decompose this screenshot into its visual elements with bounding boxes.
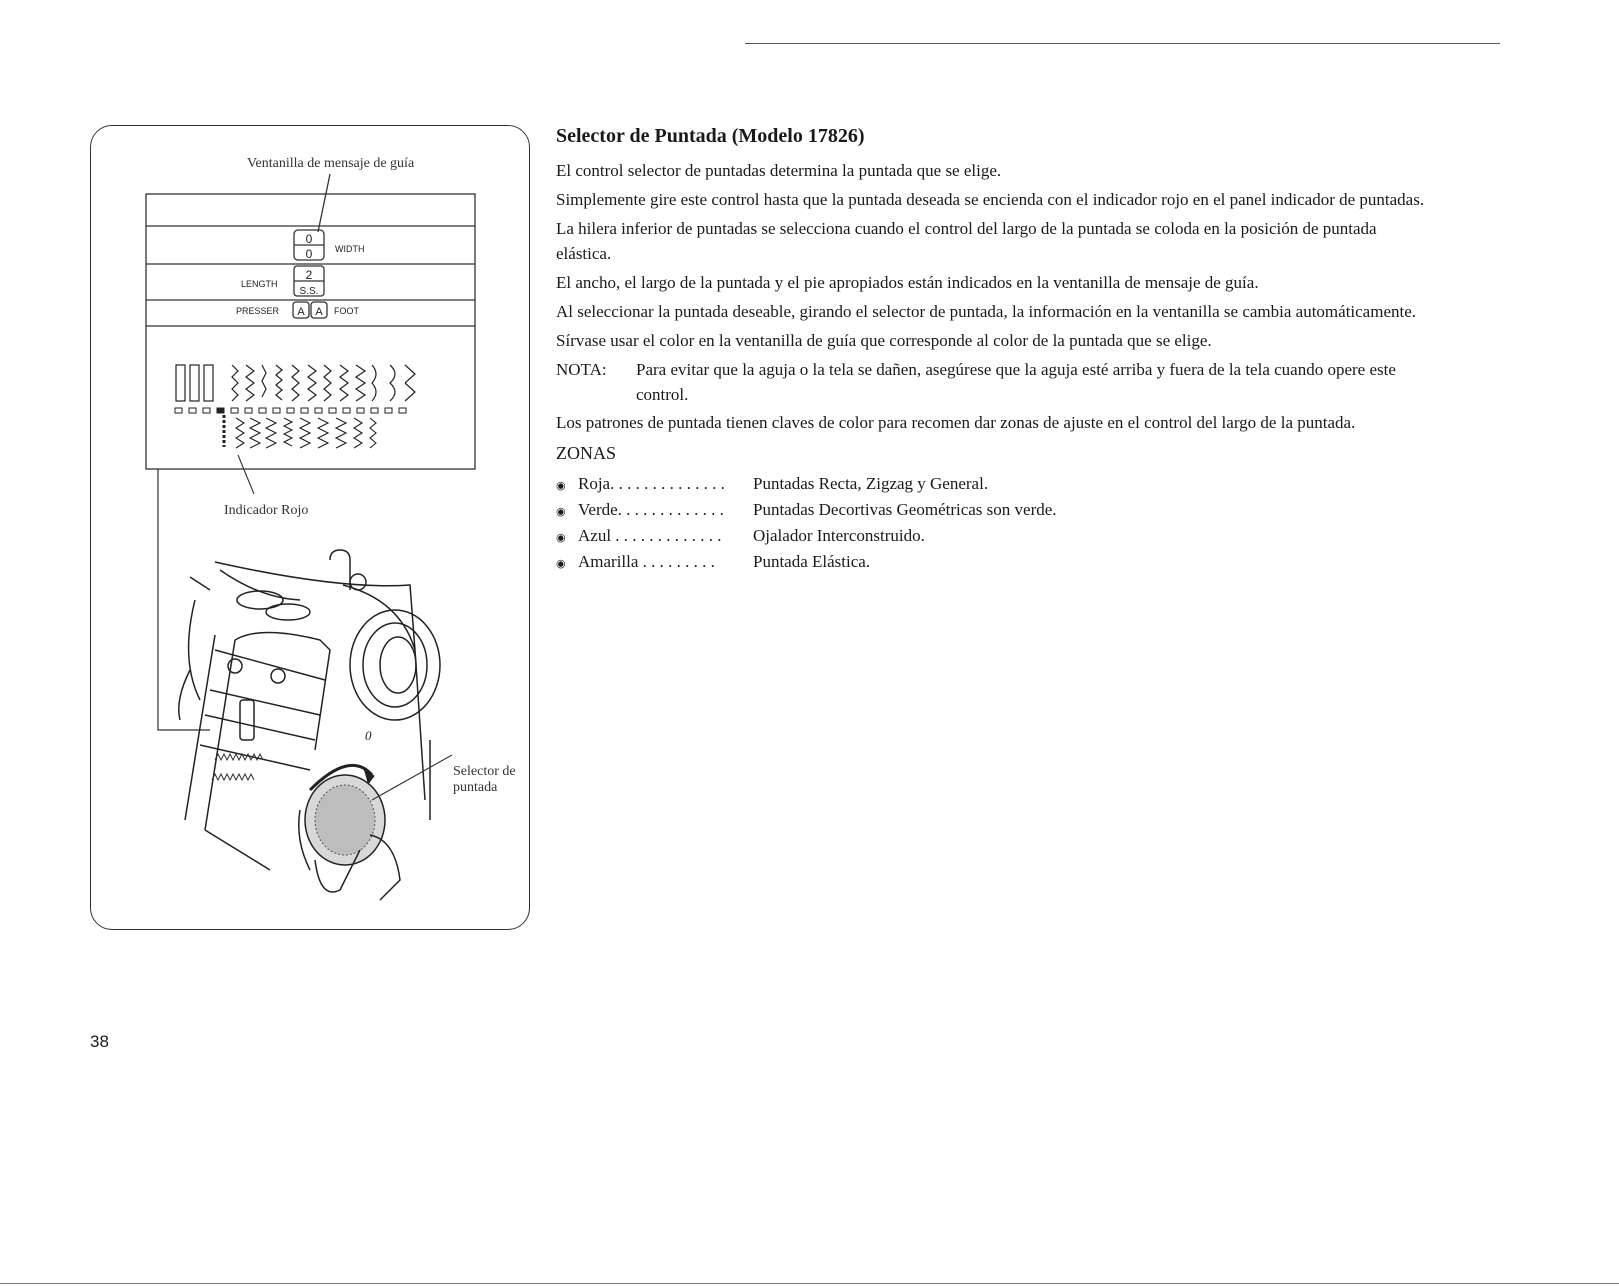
zone-description: Puntadas Decortivas Geométricas son verde. xyxy=(753,500,1057,519)
red-indicator-caption: Indicador Rojo xyxy=(224,503,309,518)
content-column xyxy=(556,122,1436,576)
zone-description: Puntadas Recta, Zigzag y General. xyxy=(753,474,989,493)
length-label: LENGTH xyxy=(241,279,278,289)
paragraph: Al seleccionar la puntada deseable, girando el selector de puntada, la información en la ventanilla se cambia automáticamente. xyxy=(556,302,1417,321)
zone-name: Amarilla . . . . . . . . . xyxy=(578,552,715,571)
zone-item xyxy=(556,550,1436,576)
presser-label: PRESSER xyxy=(236,306,280,316)
stitch-patterns xyxy=(176,365,415,401)
red-indicator-leader xyxy=(238,455,254,494)
svg-text:0: 0 xyxy=(305,232,313,246)
zone-list xyxy=(556,472,1436,576)
paragraph: La hilera inferior de puntadas se selecciona cuando el control del largo de la puntada se coloda en la posición de puntada elástica. xyxy=(556,219,1377,263)
window-leader-line xyxy=(318,174,330,232)
paragraph: El control selector de puntadas determina la puntada que se elige. xyxy=(556,161,1002,180)
zone-description: Ojalador Interconstruido. xyxy=(753,526,925,545)
paragraph: El ancho, el largo de la puntada y el pie apropiados están indicados en la ventanilla de mensaje de guía. xyxy=(556,273,1259,292)
svg-text:0: 0 xyxy=(305,247,313,261)
zone-item xyxy=(556,472,1436,498)
zones-heading: ZONAS xyxy=(556,443,617,463)
bullet-icon: ◉ xyxy=(556,558,566,570)
note-text: Para evitar que la aguja o la tela se dañen, asegúrese que la aguja esté arriba y fuera de la tela cuando opere este control. xyxy=(636,360,1396,404)
note xyxy=(556,357,1436,407)
paragraph: Simplemente gire este control hasta que la puntada deseada se encienda con el indicador rojo en el panel indicador de puntadas. xyxy=(556,190,1425,209)
section-title: Selector de Puntada (Modelo 17826) xyxy=(556,125,865,147)
lower-stitch-patterns xyxy=(224,415,376,448)
selector-leader xyxy=(372,755,452,800)
svg-text:A: A xyxy=(315,306,323,318)
svg-text:S.S.: S.S. xyxy=(299,286,319,297)
note-label: NOTA: xyxy=(556,360,607,379)
width-label: WIDTH xyxy=(335,244,365,254)
svg-text:A: A xyxy=(297,306,305,318)
selector-dial xyxy=(299,765,400,900)
zone-item xyxy=(556,498,1436,524)
machine-mark: 0 xyxy=(365,728,372,743)
zone-description: Puntada Elástica. xyxy=(753,552,871,571)
paragraph: Los patrones de puntada tienen claves de color para recomen dar zonas de ajuste en el control del largo de la puntada. xyxy=(556,413,1356,432)
zone-name: Roja. . . . . . . . . . . . . . xyxy=(578,474,725,493)
bullet-icon: ◉ xyxy=(556,480,566,492)
svg-text:2: 2 xyxy=(305,268,313,282)
page-number: 38 xyxy=(90,1032,109,1051)
bullet-icon: ◉ xyxy=(556,532,566,544)
zone-item xyxy=(556,524,1436,550)
zone-name: Verde. . . . . . . . . . . . . xyxy=(578,500,724,519)
bullet-icon: ◉ xyxy=(556,506,566,518)
paragraph: Sírvase usar el color en la ventanilla de guía que corresponde al color de la puntada que se elige. xyxy=(556,331,1212,350)
indicator-lamps xyxy=(175,408,406,413)
zone-name: Azul . . . . . . . . . . . . . xyxy=(578,526,722,545)
guide-window-caption: Ventanilla de mensaje de guía xyxy=(247,156,415,171)
foot-label: FOOT xyxy=(334,306,359,316)
footer-rule xyxy=(0,1283,1619,1284)
stitch-selector-caption: Selector de puntada xyxy=(453,764,516,795)
